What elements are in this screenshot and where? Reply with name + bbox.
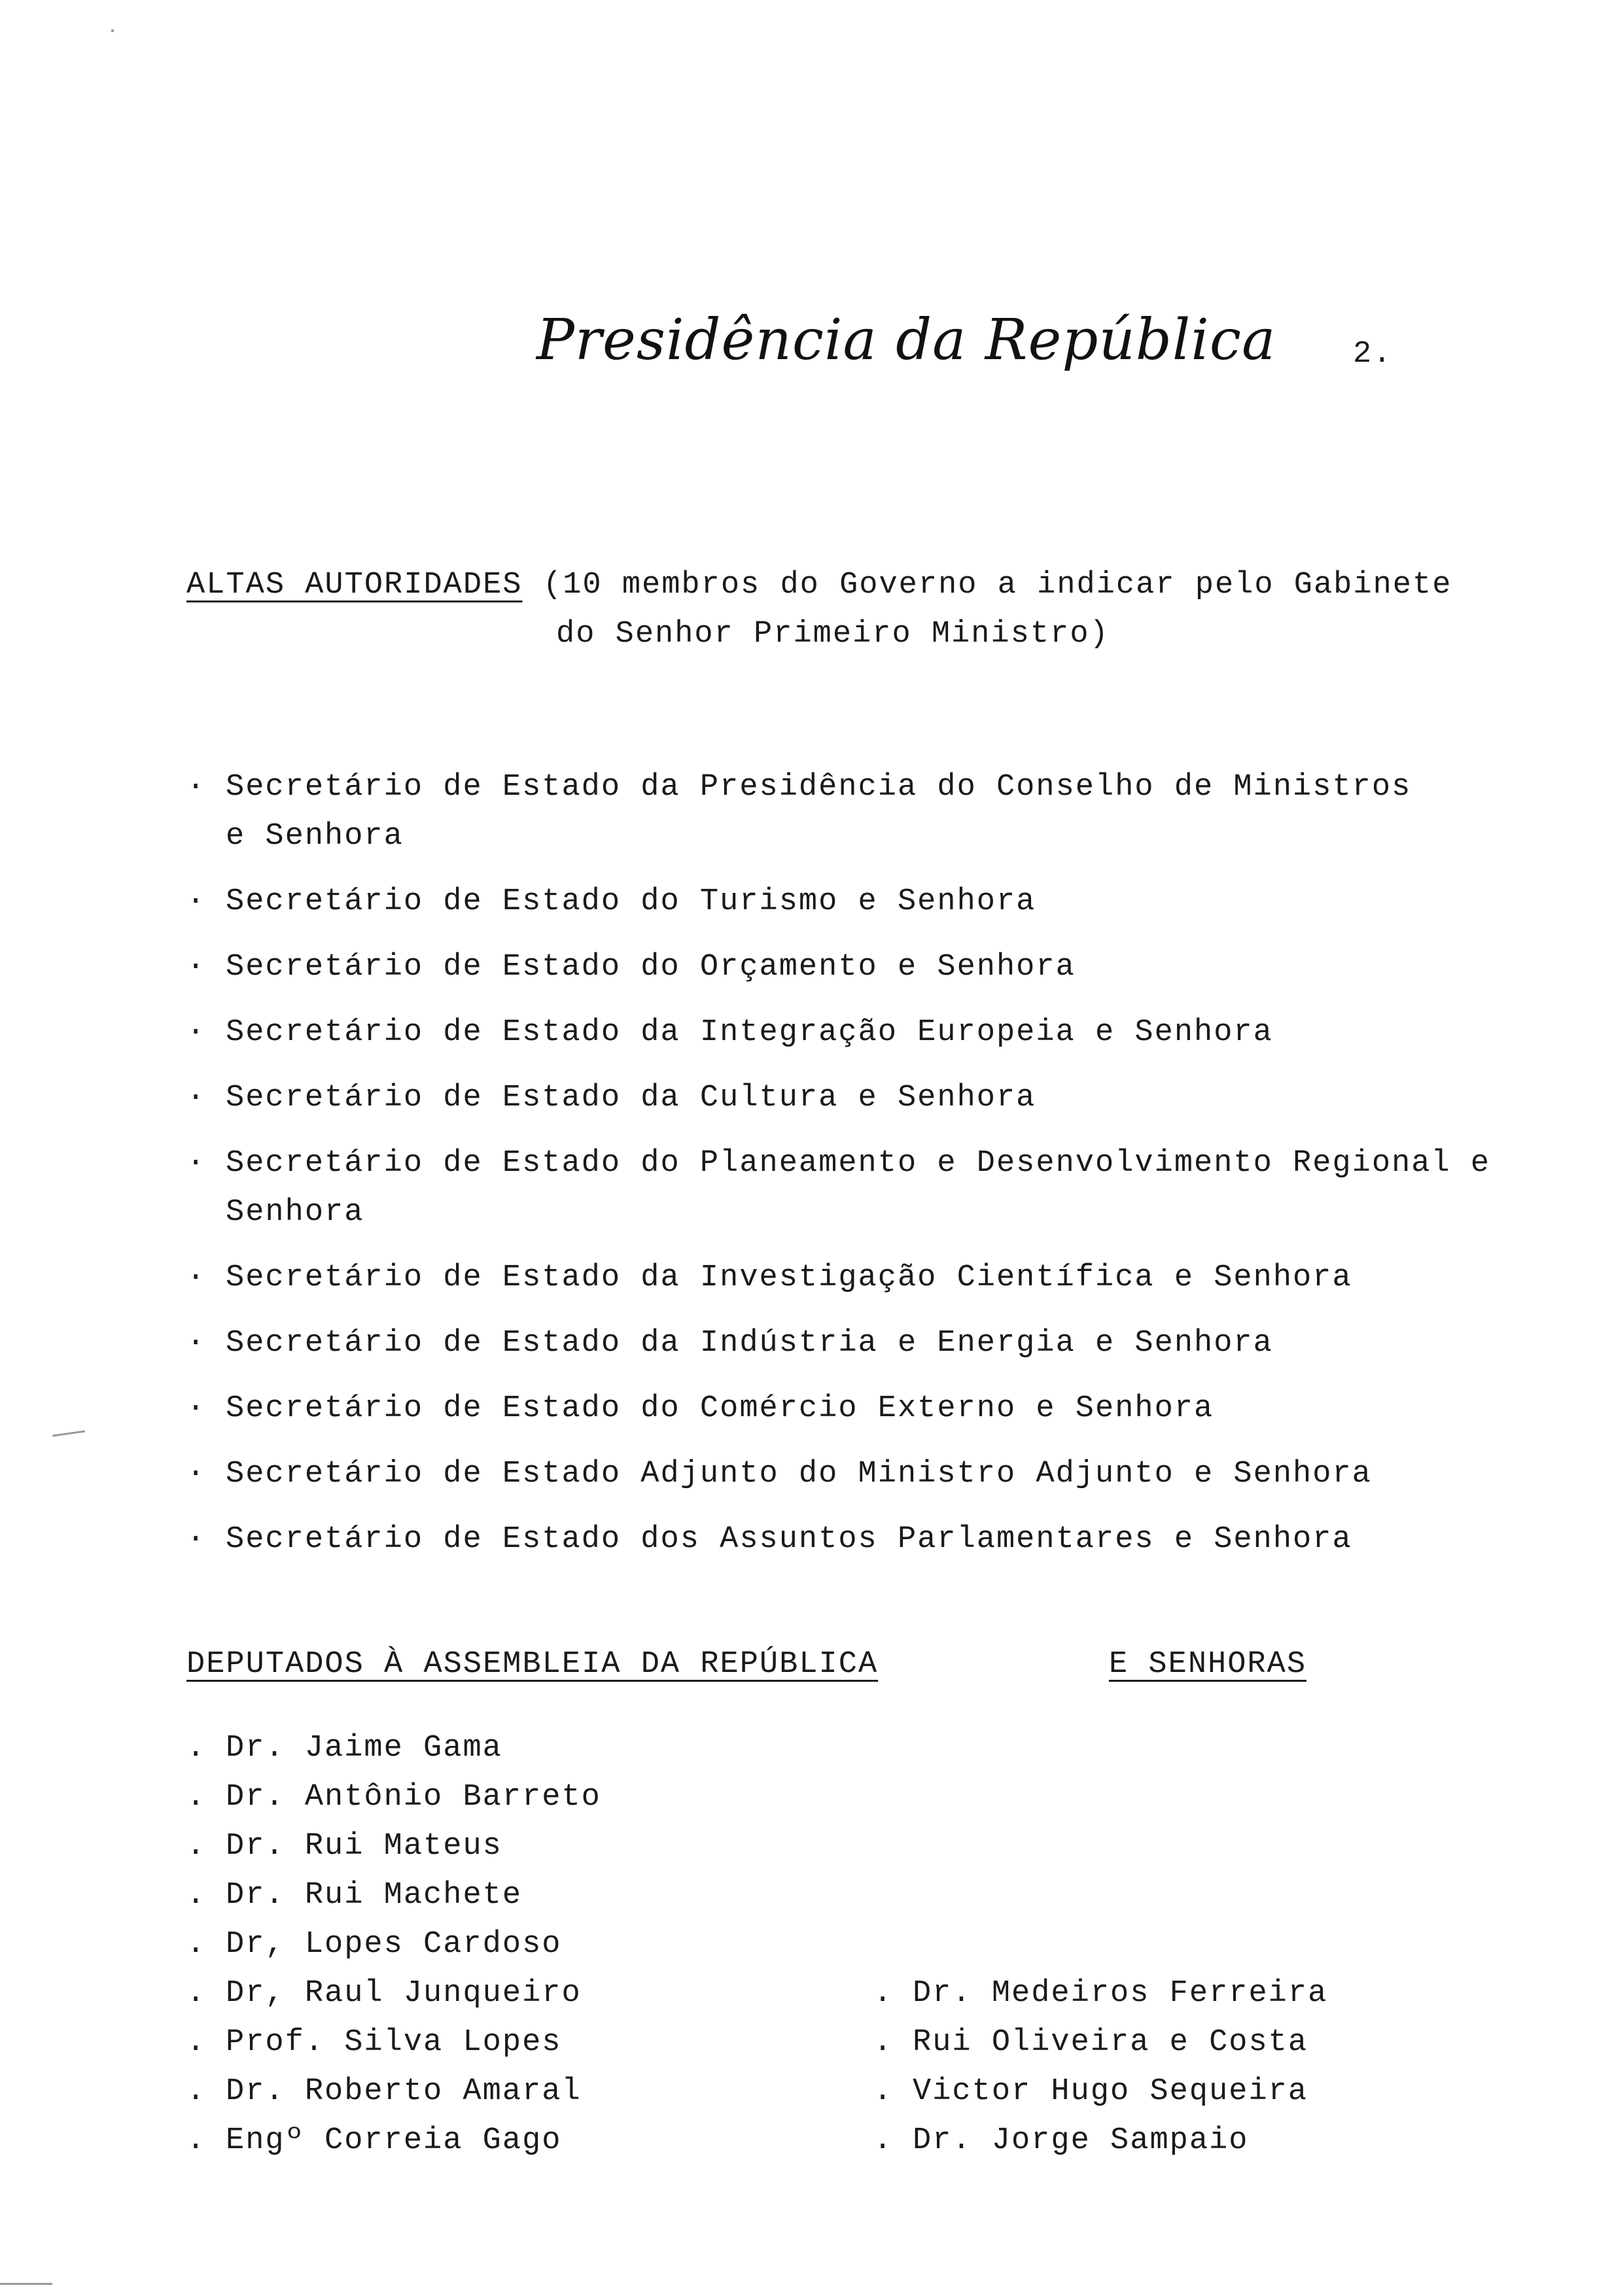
authorities-note-line1: (10 membros do Governo a indicar pelo Gabinete — [543, 568, 1452, 602]
list-item-text: Secretário de Estado Adjunto do Ministro Adjunto e Senhora — [226, 1457, 1372, 1491]
list-item-text: Secretário de Estado da Integração Europeia e Senhora — [226, 1015, 1273, 1050]
list-item-text: Rui Oliveira e Costa — [913, 2025, 1308, 2060]
list-item-text: Dr, Raul Junqueiro — [226, 1976, 582, 2011]
deputies-heading: DEPUTADOS À ASSEMBLEIA DA REPÚBLICA — [186, 1647, 879, 1682]
bullet-dot: . — [186, 1385, 207, 1419]
list-item-text: Dr, Lopes Cardoso — [226, 1927, 562, 1962]
list-item-text: Secretário de Estado da Cultura e Senhora — [226, 1081, 1036, 1115]
list-item-text: e Senhora — [226, 819, 404, 854]
bullet-dot: . — [186, 763, 207, 798]
list-item-text: Dr. Medeiros Ferreira — [913, 1976, 1328, 2011]
bullet-dot: . — [873, 2074, 894, 2109]
bullet-dot: . — [873, 2025, 894, 2060]
bullet-dot: . — [186, 1731, 207, 1765]
bullet-dot: . — [186, 2123, 207, 2158]
letterhead: Presidência da República — [536, 307, 1276, 373]
scan-speck — [111, 29, 114, 32]
bullet-dot: . — [186, 1319, 207, 1354]
bullet-dot: . — [186, 2074, 207, 2109]
list-item-text: Dr. Antônio Barreto — [226, 1780, 601, 1815]
bullet-dot: . — [186, 1009, 207, 1043]
bullet-dot: . — [873, 1976, 894, 2011]
scan-edge-mark — [0, 2283, 52, 2285]
list-item-text: Dr. Roberto Amaral — [226, 2074, 582, 2109]
list-item-text: Secretário de Estado do Planeamento e Desenvolvimento Regional e — [226, 1146, 1491, 1181]
authorities-heading: ALTAS AUTORIDADES — [186, 568, 523, 602]
list-item-text: Secretário de Estado do Turismo e Senhora — [226, 884, 1036, 919]
list-item-text: Prof. Silva Lopes — [226, 2025, 562, 2060]
authorities-note-line2: do Senhor Primeiro Ministro) — [556, 617, 1110, 652]
bullet-dot: . — [186, 1976, 207, 2011]
bullet-dot: . — [186, 1450, 207, 1485]
deputies-heading-right: E SENHORAS — [1109, 1647, 1307, 1682]
list-item-text: Dr. Jaime Gama — [226, 1731, 502, 1765]
bullet-dot: . — [873, 2123, 894, 2158]
list-item-text: Engº Correia Gago — [226, 2123, 562, 2158]
scan-mark — [52, 1431, 85, 1437]
bullet-dot: . — [186, 1074, 207, 1109]
bullet-dot: . — [186, 1878, 207, 1913]
list-item-text: Dr. Rui Mateus — [226, 1829, 502, 1864]
bullet-dot: . — [186, 1516, 207, 1550]
list-item-text: Secretário de Estado da Investigação Científica e Senhora — [226, 1261, 1352, 1295]
list-item-text: Dr. Rui Machete — [226, 1878, 523, 1913]
list-item-text: Secretário de Estado da Presidência do Conselho de Ministros — [226, 770, 1412, 805]
bullet-dot: . — [186, 1829, 207, 1864]
list-item-text: Secretário de Estado dos Assuntos Parlamentares e Senhora — [226, 1522, 1352, 1557]
list-item-text: Secretário de Estado do Orçamento e Senhora — [226, 950, 1076, 984]
bullet-dot: . — [186, 878, 207, 913]
bullet-dot: . — [186, 1139, 207, 1174]
bullet-dot: . — [186, 1254, 207, 1289]
list-item-text: Secretário de Estado da Indústria e Energia e Senhora — [226, 1326, 1273, 1361]
list-item-text: Secretário de Estado do Comércio Externo e Senhora — [226, 1391, 1214, 1426]
list-item-text: Senhora — [226, 1195, 364, 1230]
list-item-text: Victor Hugo Sequeira — [913, 2074, 1308, 2109]
bullet-dot: . — [186, 1927, 207, 1962]
bullet-dot: . — [186, 2025, 207, 2060]
bullet-dot: . — [186, 1780, 207, 1815]
bullet-dot: . — [186, 943, 207, 978]
list-item-text: Dr. Jorge Sampaio — [913, 2123, 1249, 2158]
page-number: 2. — [1353, 337, 1393, 372]
